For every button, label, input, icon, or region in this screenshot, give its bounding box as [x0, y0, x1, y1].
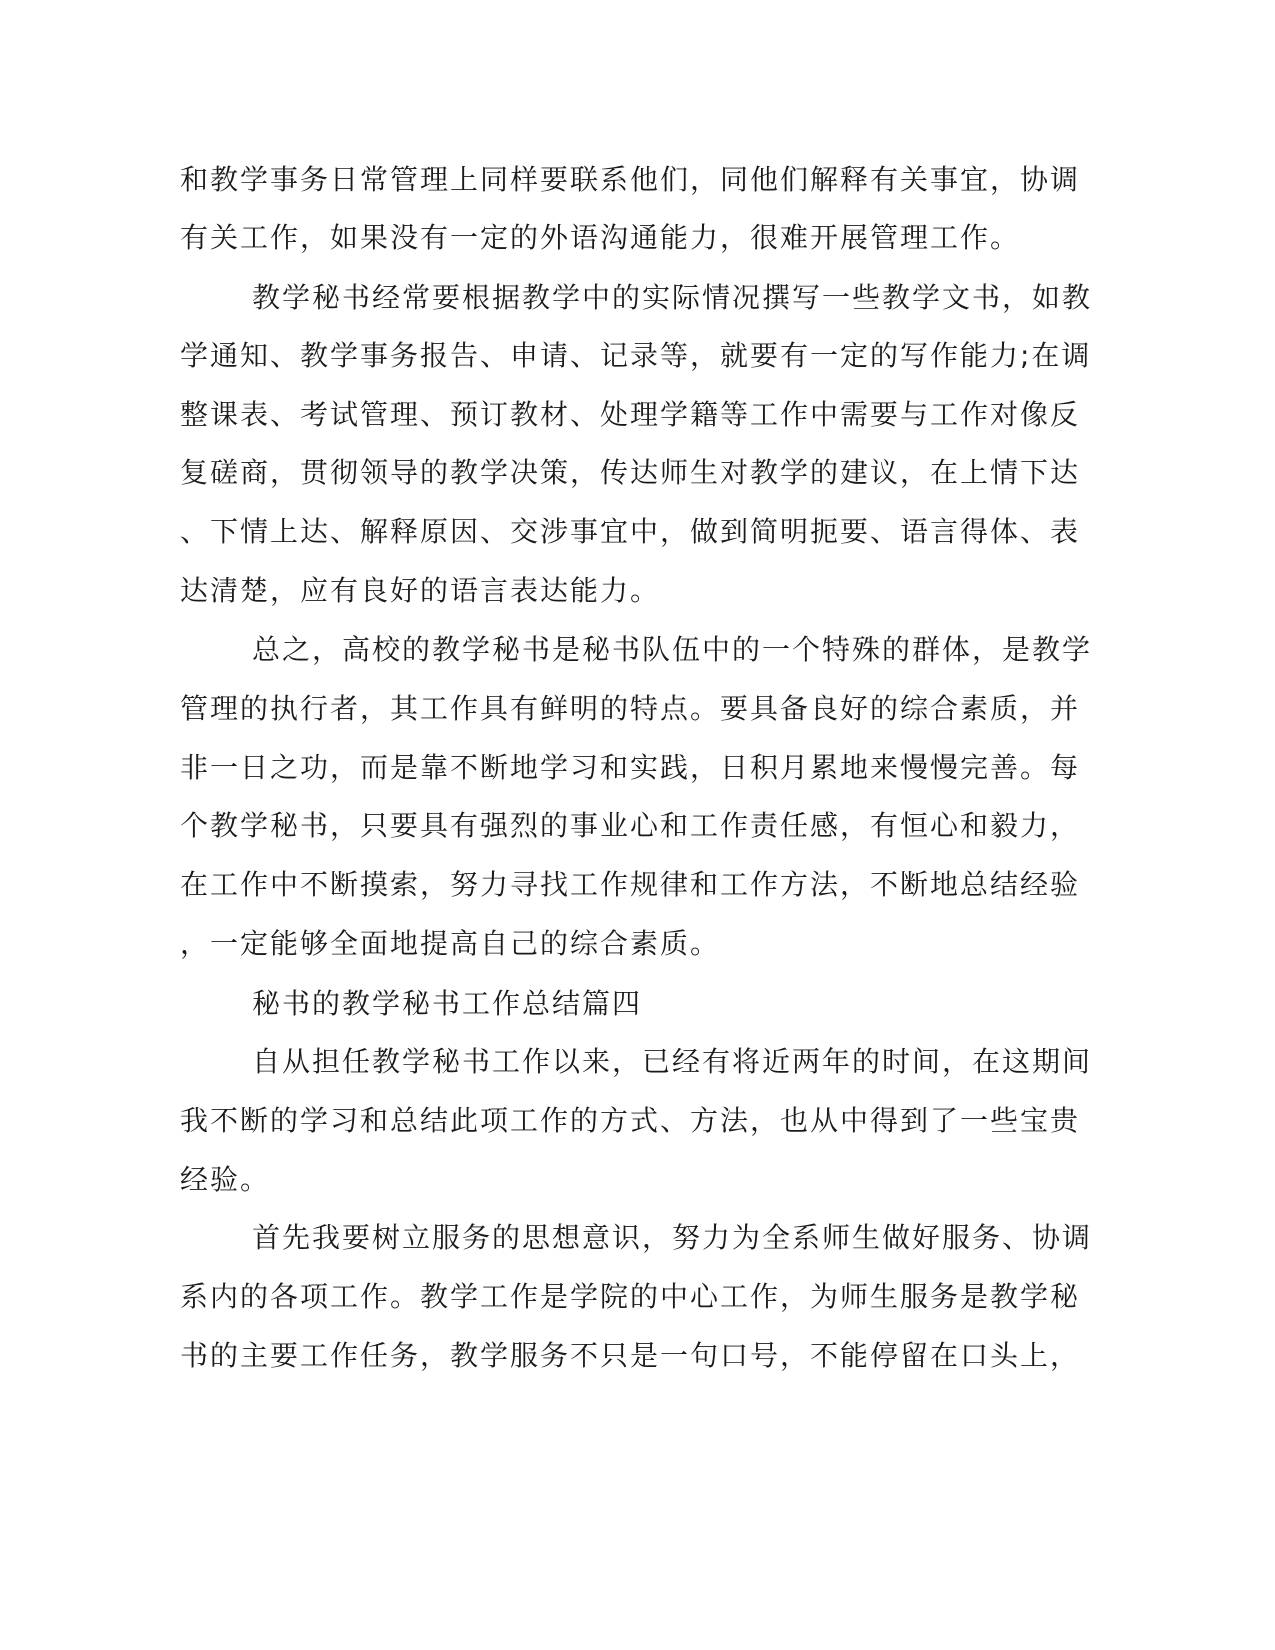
text-line: 非一日之功，而是靠不断地学习和实践，日积月累地来慢慢完善。每 [180, 751, 1081, 784]
text-line: 达清楚，应有良好的语言表达能力。 [180, 574, 661, 607]
text-line: 系内的各项工作。教学工作是学院的中心工作，为师生服务是教学秘 [180, 1280, 1081, 1313]
paragraph-first-line: 自从担任教学秘书工作以来，已经有将近两年的时间，在这期间 [252, 1045, 1093, 1078]
paragraph-first-line: 首先我要树立服务的思想意识，努力为全系师生做好服务、协调 [252, 1221, 1093, 1254]
text-line: 书的主要工作任务，教学服务不只是一句口号，不能停留在口头上， [180, 1339, 1081, 1372]
text-line: 经验。 [180, 1163, 271, 1196]
text-line: 在工作中不断摸索，努力寻找工作规律和工作方法，不断地总结经验 [180, 868, 1081, 901]
text-line: 和教学事务日常管理上同样要联系他们，同他们解释有关事宜，协调 [180, 163, 1081, 196]
text-line: ，一定能够全面地提高自己的综合素质。 [180, 927, 721, 960]
section-heading: 秘书的教学秘书工作总结篇四 [252, 987, 643, 1020]
text-line: 有关工作，如果没有一定的外语沟通能力，很难开展管理工作。 [180, 221, 1021, 254]
text-line: 我不断的学习和总结此项工作的方式、方法，也从中得到了一些宝贵 [180, 1104, 1081, 1137]
paragraph-first-line: 总之，高校的教学秘书是秘书队伍中的一个特殊的群体，是教学 [252, 633, 1093, 666]
text-line: 管理的执行者，其工作具有鲜明的特点。要具备良好的综合素质，并 [180, 692, 1081, 725]
text-line: 复磋商，贯彻领导的教学决策，传达师生对教学的建议，在上情下达 [180, 456, 1081, 489]
text-line: 学通知、教学事务报告、申请、记录等，就要有一定的写作能力;在调 [180, 339, 1092, 372]
text-line: 整课表、考试管理、预订教材、处理学籍等工作中需要与工作对像反 [180, 398, 1081, 431]
paragraph-first-line: 教学秘书经常要根据教学中的实际情况撰写一些教学文书，如教 [252, 281, 1093, 314]
text-line: 、下情上达、解释原因、交涉事宜中，做到简明扼要、语言得体、表 [180, 515, 1081, 548]
text-line: 个教学秘书，只要具有强烈的事业心和工作责任感，有恒心和毅力， [180, 809, 1081, 842]
